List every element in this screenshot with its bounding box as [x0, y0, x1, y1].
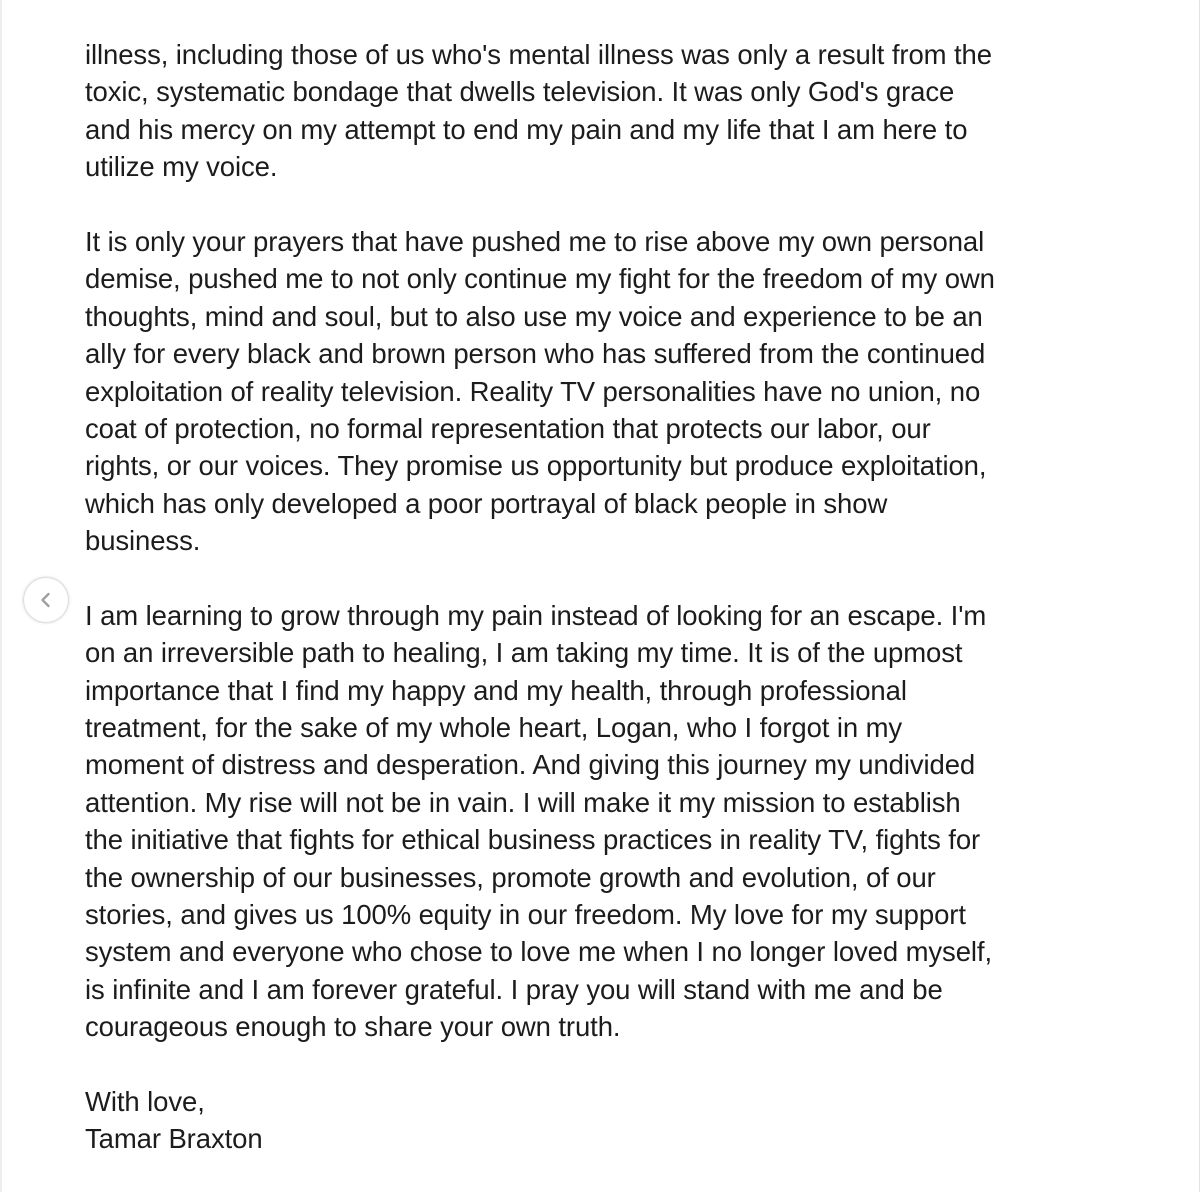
letter-signature: Tamar Braxton	[85, 1123, 263, 1155]
text-line: business.	[85, 525, 201, 557]
text-line: I am learning to grow through my pain instead of looking for an escape. I'm	[85, 599, 987, 631]
text-line: exploitation of reality television. Reality TV personalities have no union, no	[85, 375, 981, 407]
text-line: moment of distress and desperation. And giving this journey my undivided	[85, 749, 976, 781]
text-line: rights, or our voices. They promise us opportunity but produce exploitation,	[85, 450, 987, 482]
text-line: toxic, systematic bondage that dwells television. It was only God's grace	[85, 76, 955, 108]
previous-slide-button[interactable]	[24, 578, 68, 622]
text-line: illness, including those of us who's mental illness was only a result from the	[85, 39, 992, 70]
text-line: the ownership of our businesses, promote growth and evolution, of our	[85, 861, 936, 893]
text-line: system and everyone who chose to love me when I no longer loved myself,	[85, 936, 992, 968]
text-line: stories, and gives us 100% equity in our freedom. My love for my support	[85, 898, 966, 930]
text-line: It is only your prayers that have pushed me to rise above my own personal	[85, 225, 985, 257]
text-line: utilize my voice.	[85, 151, 278, 183]
text-line: coat of protection, no formal representation that protects our labor, our	[85, 412, 931, 444]
text-line: and his mercy on my attempt to end my pain and my life that I am here to	[85, 113, 968, 145]
text-line: courageous enough to share your own truth.	[85, 1011, 621, 1043]
text-line: which has only developed a poor portrayal of black people in show	[85, 487, 888, 519]
text-line: the initiative that fights for ethical business practices in reality TV, fights for	[85, 824, 981, 856]
text-line: ally for every black and brown person who has suffered from the continued	[85, 338, 986, 370]
paragraph-1	[85, 36, 1145, 186]
letter-text	[85, 36, 1145, 1158]
paragraph-gap	[85, 1046, 1145, 1083]
paragraph-gap	[85, 559, 1145, 596]
text-line: on an irreversible path to healing, I am taking my time. It is of the upmost	[85, 637, 963, 669]
chevron-left-icon	[36, 590, 56, 610]
paragraph-3	[85, 597, 1145, 1046]
paragraph-gap	[85, 186, 1145, 223]
text-line: demise, pushed me to not only continue my fight for the freedom of my own	[85, 263, 995, 295]
text-line: treatment, for the sake of my whole heart, Logan, who I forgot in my	[85, 712, 903, 744]
frame-edge	[0, 0, 2, 1192]
letter-closing: With love,	[85, 1085, 205, 1117]
text-line: importance that I find my happy and my health, through professional	[85, 674, 907, 706]
text-line: attention. My rise will not be in vain. I will make it my mission to establish	[85, 786, 961, 818]
text-line: thoughts, mind and soul, but to also use my voice and experience to be an	[85, 300, 983, 332]
paragraph-2	[85, 223, 1145, 560]
text-line: is infinite and I am forever grateful. I pray you will stand with me and be	[85, 973, 943, 1005]
